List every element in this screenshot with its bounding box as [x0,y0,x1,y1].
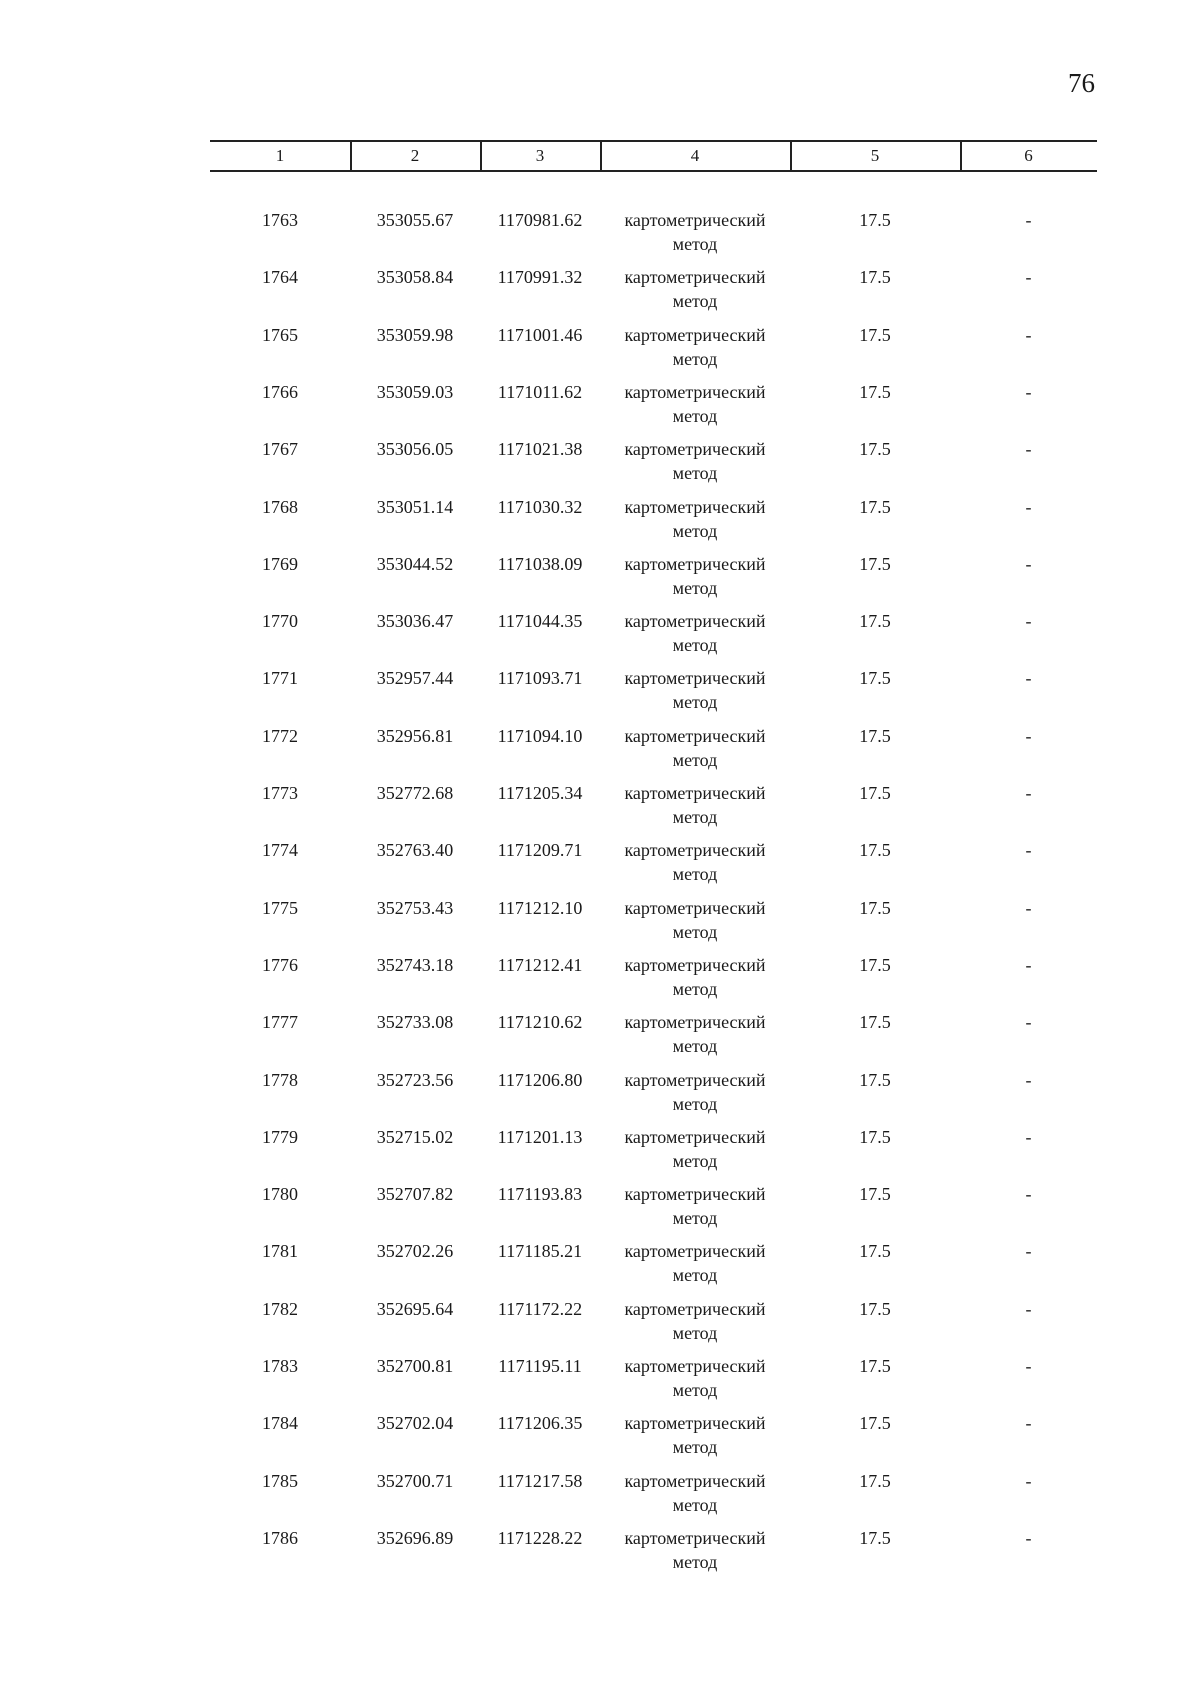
y-coordinate-cell: 1171201.13 [497,1126,583,1147]
y-coordinate-cell: 1171193.83 [497,1184,583,1205]
point-number-cell: 1776 [262,954,298,975]
method-line-1: картометрический [624,611,766,632]
method-line-1: картометрический [624,381,766,402]
method-line-2: метод [672,1322,718,1343]
x-coordinate-cell: 352700.81 [376,1356,454,1376]
method-line-2: метод [672,291,718,312]
accuracy-value-cell: 17.5 [859,381,891,402]
point-number-cell: 1771 [262,668,298,689]
accuracy-value-cell: 17.5 [859,1069,891,1090]
note-cell: - [1025,1470,1032,1491]
point-number-cell: 1778 [262,1069,298,1090]
x-coordinate-cell: 352753.43 [376,897,454,918]
column-header-4: 4 [690,146,700,165]
accuracy-value-cell: 17.5 [859,1126,891,1147]
method-line-1: картометрический [624,496,766,517]
x-coordinate-cell: 352772.68 [376,783,454,803]
y-coordinate-cell: 1171093.71 [497,668,583,689]
y-coordinate-cell: 1170991.32 [497,267,583,288]
method-cell [600,1125,790,1173]
point-number-cell: 1772 [262,725,298,746]
note-cell: - [1025,783,1032,803]
point-number-cell: 1782 [262,1298,298,1319]
y-coordinate-cell: 1171206.80 [497,1069,583,1090]
table-row [210,495,1097,552]
note-cell: - [1025,897,1032,918]
method-line-1: картометрический [624,1241,766,1262]
accuracy-value-cell: 17.5 [859,668,891,689]
accuracy-value-cell: 17.5 [859,1012,891,1033]
method-line-2: метод [672,1551,718,1572]
method-cell [600,724,790,772]
method-cell [600,1182,790,1230]
accuracy-value-cell: 17.5 [859,1356,891,1376]
column-header-6: 6 [1024,146,1033,165]
y-coordinate-cell: 1171185.21 [497,1241,583,1262]
point-number-cell: 1784 [262,1413,298,1434]
method-line-1: картометрический [624,1184,766,1205]
note-cell: - [1025,668,1032,689]
x-coordinate-cell: 353059.98 [376,324,454,345]
method-cell [600,1469,790,1517]
method-line-2: метод [672,1036,718,1057]
point-number-cell: 1783 [262,1356,298,1376]
accuracy-value-cell: 17.5 [859,1298,891,1319]
x-coordinate-cell: 353058.84 [376,267,454,288]
method-line-2: метод [672,1150,718,1171]
point-number-cell: 1767 [262,439,298,460]
y-coordinate-cell: 1171228.22 [497,1527,583,1548]
column-header-5: 5 [870,146,880,165]
note-cell: - [1025,1012,1032,1033]
point-number-cell: 1769 [262,553,298,574]
method-line-1: картометрический [624,553,766,574]
point-number-cell: 1765 [262,324,298,345]
x-coordinate-cell: 353055.67 [376,210,454,230]
accuracy-value-cell: 17.5 [859,1184,891,1205]
x-coordinate-cell: 352702.04 [376,1413,454,1434]
method-line-2: метод [672,692,718,713]
note-cell: - [1025,1413,1032,1434]
method-cell [600,1297,790,1345]
method-line-1: картометрический [624,897,766,918]
accuracy-value-cell: 17.5 [859,783,891,803]
method-line-1: картометрический [624,439,766,460]
note-cell: - [1025,553,1032,574]
y-coordinate-cell: 1171206.35 [497,1413,583,1434]
method-cell [600,495,790,543]
method-line-2: метод [672,520,718,541]
note-cell: - [1025,954,1032,975]
y-coordinate-cell: 1171205.34 [497,783,583,803]
table-row [210,208,1097,265]
table-row [210,380,1097,437]
table-row [210,609,1097,666]
table-row [210,781,1097,838]
method-line-2: метод [672,234,718,254]
method-line-1: картометрический [624,954,766,975]
table-header-row [210,140,1097,172]
y-coordinate-cell: 1171011.62 [497,381,583,402]
method-line-2: метод [672,1265,718,1286]
method-line-1: картометрический [624,1527,766,1548]
x-coordinate-cell: 352695.64 [376,1298,454,1319]
accuracy-value-cell: 17.5 [859,439,891,460]
point-number-cell: 1781 [262,1241,298,1262]
method-cell [600,896,790,944]
table-row [210,1526,1097,1583]
accuracy-value-cell: 17.5 [859,611,891,632]
accuracy-value-cell: 17.5 [859,1470,891,1491]
method-line-2: метод [672,1093,718,1114]
method-cell [600,1068,790,1116]
y-coordinate-cell: 1171212.41 [497,954,583,975]
method-line-2: метод [672,405,718,426]
table-row [210,1297,1097,1354]
x-coordinate-cell: 352743.18 [376,954,454,975]
accuracy-value-cell: 17.5 [859,1413,891,1434]
accuracy-value-cell: 17.5 [859,324,891,345]
column-header-2: 2 [410,146,420,165]
method-cell [600,781,790,829]
table-row [210,265,1097,322]
y-coordinate-cell: 1171021.38 [497,439,583,460]
note-cell: - [1025,381,1032,402]
method-line-1: картометрический [624,725,766,746]
accuracy-value-cell: 17.5 [859,1527,891,1548]
point-number-cell: 1770 [262,611,298,632]
table-row [210,1068,1097,1125]
point-number-cell: 1764 [262,267,298,288]
page-number: 76 [1068,68,1095,98]
point-number-cell: 1786 [262,1527,298,1548]
method-cell [600,437,790,485]
point-number-cell: 1766 [262,381,298,402]
x-coordinate-cell: 352957.44 [376,668,454,689]
column-header-3: 3 [535,146,545,165]
point-number-cell: 1773 [262,783,298,803]
note-cell: - [1025,1184,1032,1205]
method-line-1: картометрический [624,1069,766,1090]
method-line-2: метод [672,1437,718,1458]
method-line-1: картометрический [624,840,766,861]
point-number-cell: 1777 [262,1012,298,1033]
x-coordinate-cell: 352956.81 [376,725,454,746]
table-row [210,1469,1097,1526]
method-line-2: метод [672,807,718,827]
table-row [210,323,1097,380]
method-line-2: метод [672,864,718,885]
accuracy-value-cell: 17.5 [859,897,891,918]
method-cell [600,1010,790,1058]
x-coordinate-cell: 352723.56 [376,1069,454,1090]
point-number-cell: 1774 [262,840,298,861]
table-row [210,552,1097,609]
x-coordinate-cell: 352733.08 [376,1012,454,1033]
y-coordinate-cell: 1171172.22 [497,1298,583,1319]
method-line-1: картометрический [624,1470,766,1491]
x-coordinate-cell: 352702.26 [376,1241,454,1262]
table-row [210,1354,1097,1411]
table-row [210,1182,1097,1239]
y-coordinate-cell: 1171195.11 [498,1356,582,1376]
table-row [210,1125,1097,1182]
note-cell: - [1025,1241,1032,1262]
note-cell: - [1025,1069,1032,1090]
method-cell [600,666,790,714]
table-row [210,896,1097,953]
method-line-2: метод [672,635,718,656]
method-line-1: картометрический [624,783,766,803]
method-line-2: метод [672,978,718,999]
coordinates-table [210,140,1097,1572]
method-line-2: метод [672,1208,718,1229]
note-cell: - [1025,1527,1032,1548]
method-line-2: метод [672,348,718,369]
point-number-cell: 1768 [262,496,298,517]
method-cell [600,1239,790,1287]
y-coordinate-cell: 1171210.62 [497,1012,583,1033]
note-cell: - [1025,1298,1032,1319]
method-cell [600,1526,790,1574]
note-cell: - [1025,439,1032,460]
method-cell [600,380,790,428]
y-coordinate-cell: 1171212.10 [497,897,583,918]
x-coordinate-cell: 352715.02 [376,1126,454,1147]
table-row [210,838,1097,895]
accuracy-value-cell: 17.5 [859,954,891,975]
point-number-cell: 1763 [262,210,298,230]
accuracy-value-cell: 17.5 [859,1241,891,1262]
method-cell [600,265,790,313]
method-line-2: метод [672,463,718,484]
x-coordinate-cell: 353051.14 [376,496,454,517]
method-cell [600,1354,790,1402]
method-line-1: картометрический [624,668,766,689]
table-row [210,1010,1097,1067]
point-number-cell: 1775 [262,897,298,918]
column-header-1: 1 [275,146,285,165]
table-row [210,953,1097,1010]
x-coordinate-cell: 352763.40 [376,840,454,861]
table-row [210,1411,1097,1468]
note-cell: - [1025,725,1032,746]
x-coordinate-cell: 352700.71 [376,1470,454,1491]
table-row [210,1239,1097,1296]
method-cell [600,323,790,371]
accuracy-value-cell: 17.5 [859,553,891,574]
method-line-1: картометрический [624,1012,766,1033]
x-coordinate-cell: 353044.52 [376,553,454,574]
point-number-cell: 1779 [262,1126,298,1147]
y-coordinate-cell: 1171030.32 [497,496,583,517]
method-line-1: картометрический [624,1413,766,1434]
point-number-cell: 1780 [262,1184,298,1205]
note-cell: - [1025,267,1032,288]
method-line-2: метод [672,749,718,770]
accuracy-value-cell: 17.5 [859,725,891,746]
note-cell: - [1025,611,1032,632]
accuracy-value-cell: 17.5 [859,210,891,230]
y-coordinate-cell: 1171001.46 [497,324,583,345]
x-coordinate-cell: 353059.03 [376,381,454,402]
method-line-2: метод [672,1380,718,1400]
accuracy-value-cell: 17.5 [859,840,891,861]
y-coordinate-cell: 1171209.71 [497,840,583,861]
method-cell [600,208,790,256]
method-line-1: картометрический [624,1298,766,1319]
point-number-cell: 1785 [262,1470,298,1491]
note-cell: - [1025,210,1032,230]
x-coordinate-cell: 353056.05 [376,439,454,460]
note-cell: - [1025,496,1032,517]
y-coordinate-cell: 1171094.10 [497,725,583,746]
method-line-2: метод [672,577,718,598]
note-cell: - [1025,1126,1032,1147]
accuracy-value-cell: 17.5 [859,496,891,517]
y-coordinate-cell: 1171038.09 [497,553,583,574]
method-line-2: метод [672,1494,718,1515]
note-cell: - [1025,1356,1032,1376]
table-row [210,437,1097,494]
method-line-1: картометрический [624,1356,766,1376]
note-cell: - [1025,840,1032,861]
method-line-1: картометрический [624,267,766,288]
y-coordinate-cell: 1170981.62 [497,210,583,230]
table-row [210,724,1097,781]
x-coordinate-cell: 353036.47 [376,611,454,632]
method-line-1: картометрический [624,210,766,230]
x-coordinate-cell: 352707.82 [376,1184,454,1205]
method-cell [600,953,790,1001]
method-cell [600,838,790,886]
x-coordinate-cell: 352696.89 [376,1527,454,1548]
y-coordinate-cell: 1171044.35 [497,611,583,632]
method-cell [600,1411,790,1459]
y-coordinate-cell: 1171217.58 [497,1470,583,1491]
table-row [210,666,1097,723]
note-cell: - [1025,324,1032,345]
method-line-2: метод [672,921,718,942]
method-line-1: картометрический [624,1126,766,1147]
method-cell [600,552,790,600]
method-line-1: картометрический [624,324,766,345]
method-cell [600,609,790,657]
accuracy-value-cell: 17.5 [859,267,891,288]
